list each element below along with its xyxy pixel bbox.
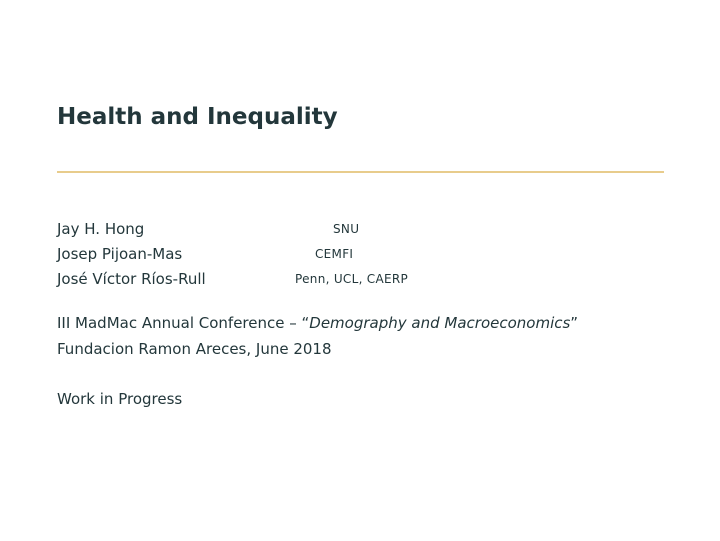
author-affiliation: Penn, UCL, CAERP bbox=[295, 272, 409, 286]
title-divider bbox=[57, 171, 664, 173]
author-row bbox=[57, 270, 557, 290]
author-name: Jay H. Hong bbox=[57, 220, 145, 238]
author-affiliation: SNU bbox=[333, 222, 360, 236]
author-affiliation: CEMFI bbox=[315, 247, 354, 261]
conference-theme: Demography and Macroeconomics bbox=[309, 314, 571, 332]
slide-title: Health and Inequality bbox=[57, 104, 338, 130]
conference-suffix: ” bbox=[570, 314, 579, 332]
venue-line: Fundacion Ramon Areces, June 2018 bbox=[57, 340, 332, 358]
conference-line bbox=[57, 314, 578, 332]
conference-prefix: III MadMac Annual Conference – “ bbox=[57, 314, 310, 332]
author-name: José Víctor Ríos-Rull bbox=[57, 270, 206, 288]
author-row bbox=[57, 220, 557, 240]
status-line: Work in Progress bbox=[57, 390, 183, 408]
author-name: Josep Pijoan-Mas bbox=[57, 245, 183, 263]
author-row bbox=[57, 245, 557, 265]
